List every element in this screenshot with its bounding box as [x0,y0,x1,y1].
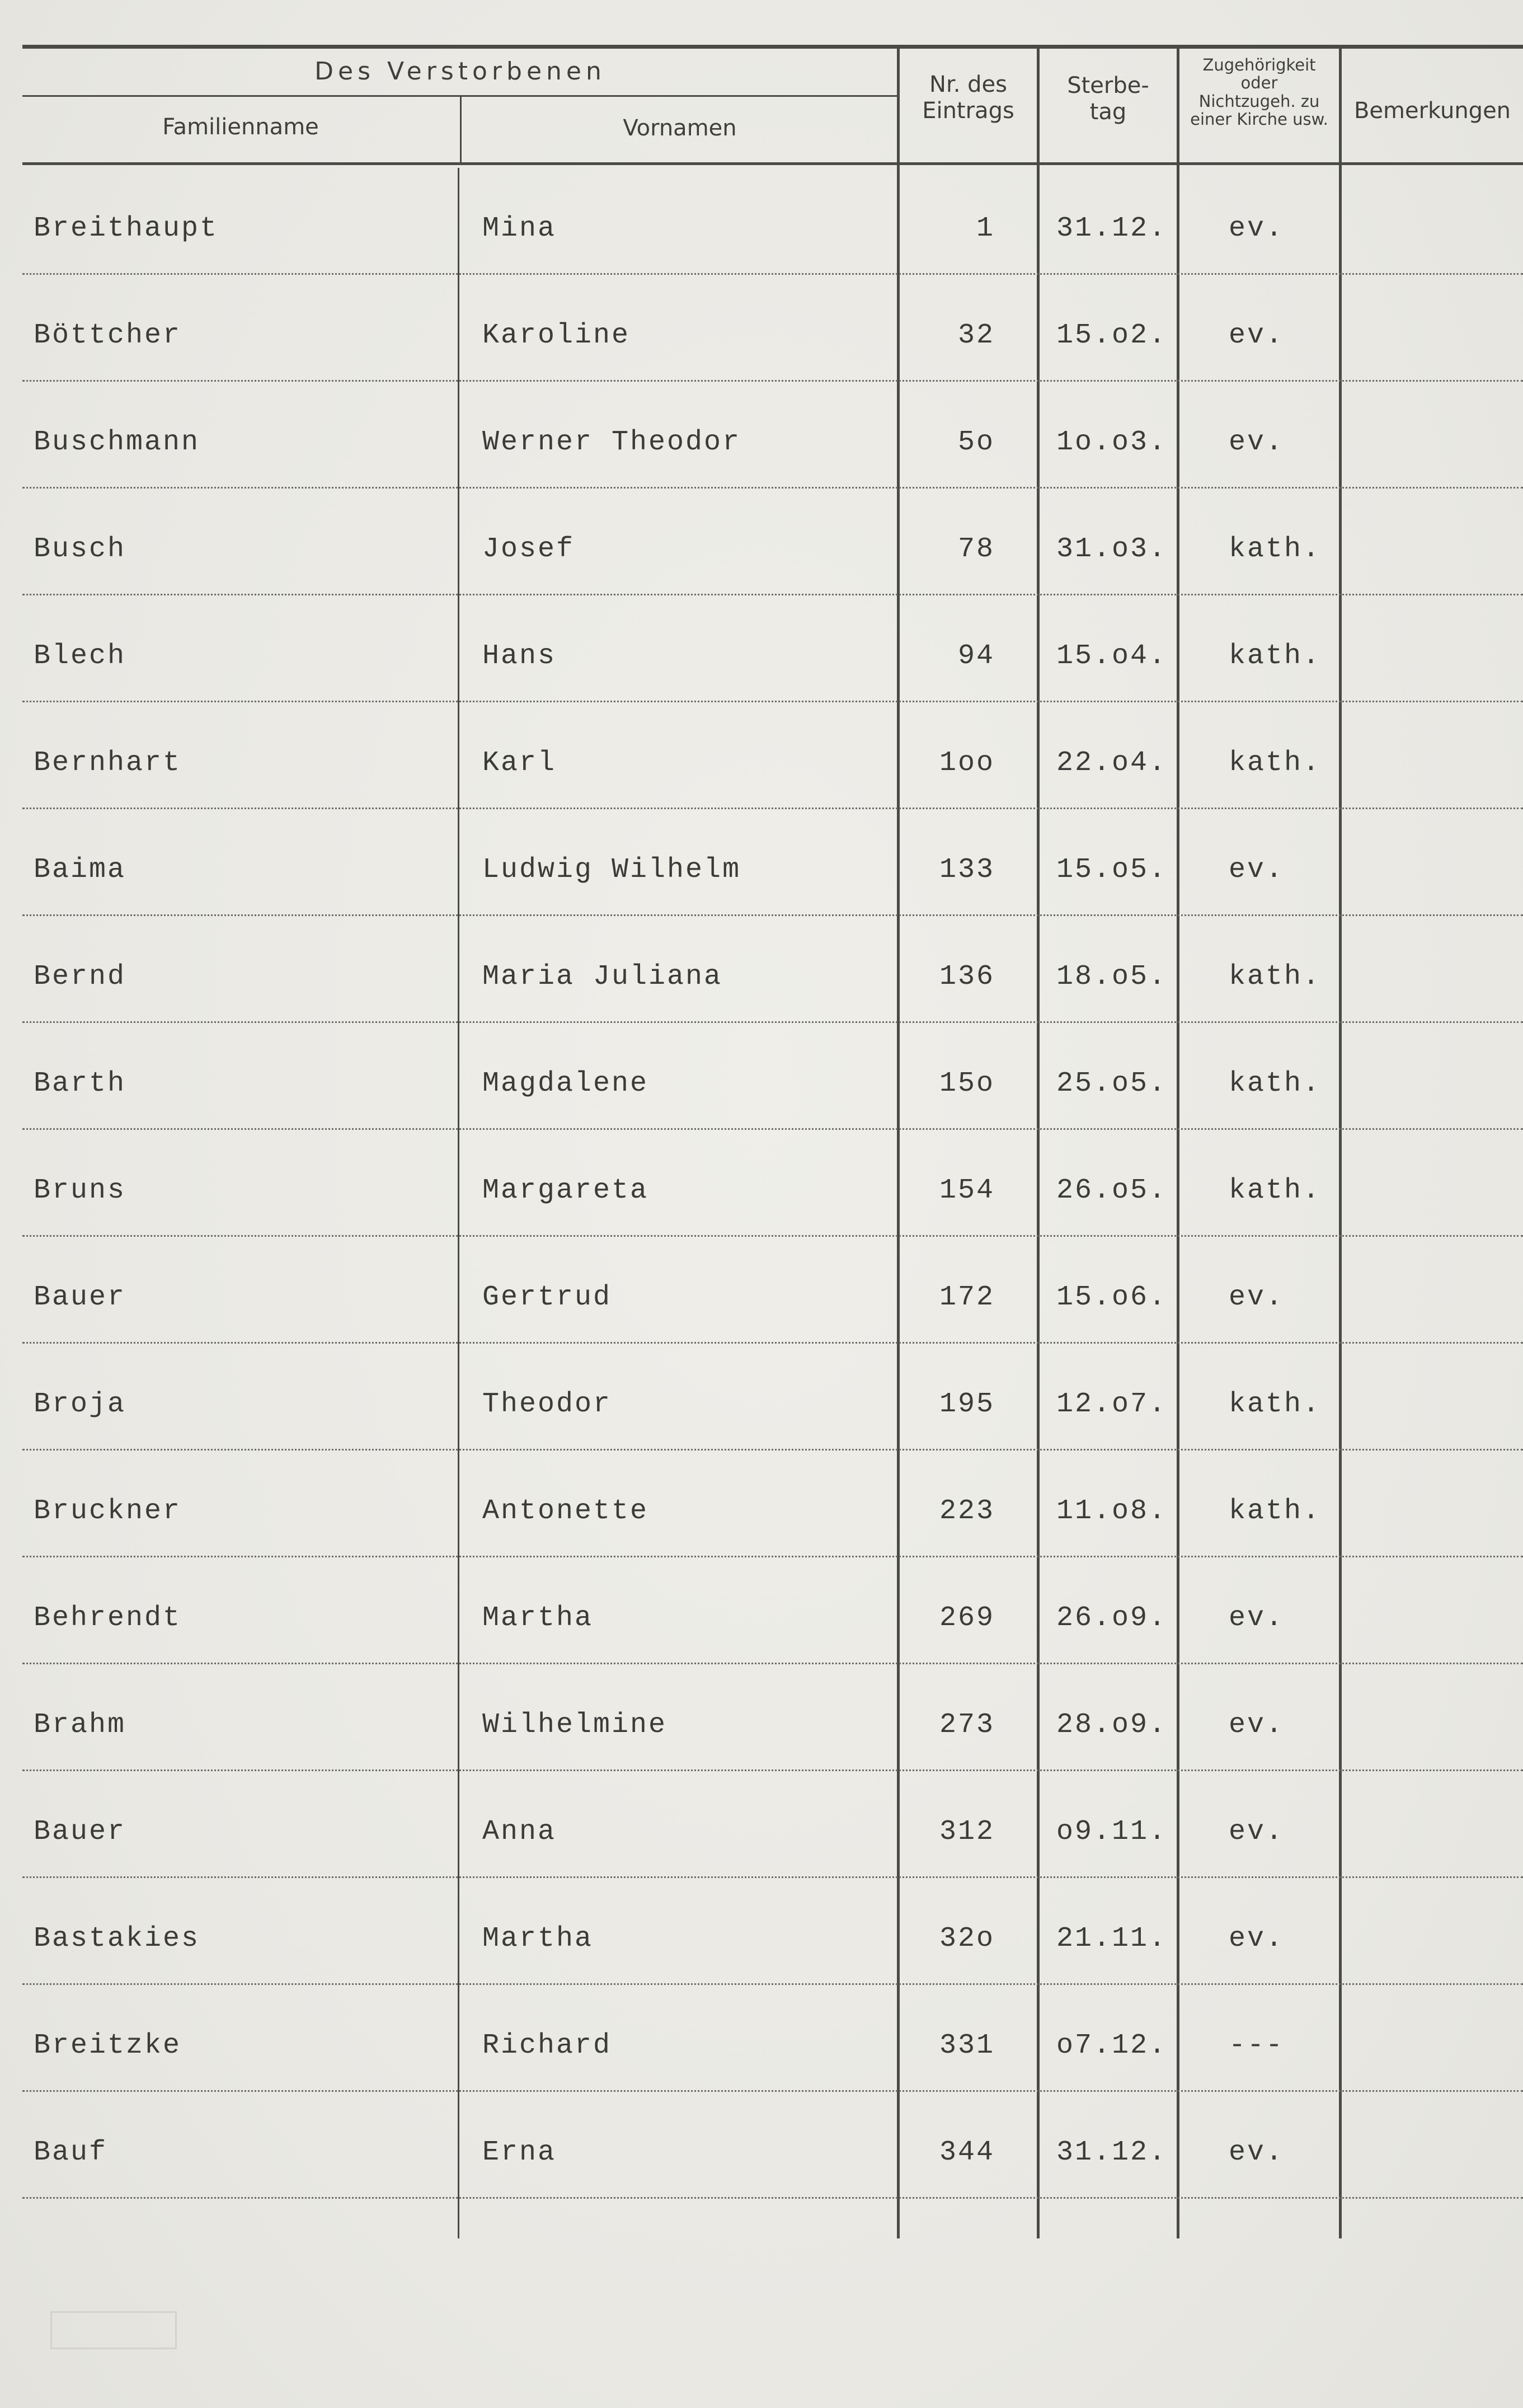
church-cell: ev. [1229,2137,1285,2168]
church-cell: kath. [1229,961,1322,993]
header-death-day-line2: tag [1089,99,1127,125]
top-rule [22,45,1523,49]
entry-number-cell: 273 [939,1709,995,1741]
church-cell: kath. [1229,1388,1322,1420]
death-date-cell: 25.o5. [1056,1068,1168,1100]
given-names-cell: Karoline [482,320,631,351]
entry-number-cell: 1oo [939,747,995,779]
entry-number-cell: 344 [939,2137,995,2168]
header-group-title: Des Verstorbenen [314,57,606,86]
death-date-cell: 31.o3. [1056,533,1168,565]
family-name-cell: Bauer [34,1816,126,1848]
divider-date-church [1177,48,1179,2238]
death-date-cell: 15.o6. [1056,1282,1168,1313]
church-cell: ev. [1229,854,1285,886]
given-names-cell: Martha [482,1602,594,1634]
row-separator [22,273,1523,275]
family-name-cell: Bauf [34,2137,108,2168]
row-separator [22,1663,1523,1664]
family-name-cell: Baima [34,854,126,886]
family-name-cell: Bruns [34,1175,126,1207]
entry-number-cell: 32o [939,1923,995,1955]
given-names-cell: Wilhelmine [482,1709,668,1741]
death-date-cell: 12.o7. [1056,1388,1168,1420]
death-date-cell: 26.o9. [1056,1602,1168,1634]
given-names-cell: Josef [482,533,575,565]
church-cell: ev. [1229,426,1285,458]
entry-number-cell: 78 [957,533,995,565]
row-separator [22,380,1523,382]
death-date-cell: 31.12. [1056,2137,1168,2168]
death-date-cell: 18.o5. [1056,961,1168,993]
family-name-cell: Blech [34,640,126,672]
death-date-cell: 11.o8. [1056,1495,1168,1527]
row-separator [22,1128,1523,1130]
entry-number-cell: 195 [939,1388,995,1420]
church-cell: ev. [1229,320,1285,351]
family-name-cell: Böttcher [34,320,182,351]
header-given-names: Vornamen [623,115,737,141]
death-date-cell: o9.11. [1056,1816,1168,1848]
given-names-cell: Magdalene [482,1068,649,1100]
given-names-cell: Hans [482,640,557,672]
church-cell: ev. [1229,1923,1285,1955]
death-date-cell: 15.o2. [1056,320,1168,351]
church-cell: ev. [1229,1602,1285,1634]
church-cell: kath. [1229,1495,1322,1527]
death-date-cell: 22.o4. [1056,747,1168,779]
death-date-cell: 15.o5. [1056,854,1168,886]
given-names-cell: Ludwig Wilhelm [482,854,741,886]
church-cell: ev. [1229,213,1285,245]
given-names-cell: Karl [482,747,557,779]
row-separator [22,1556,1523,1557]
divider-given-nr [897,48,900,2238]
church-cell: kath. [1229,533,1322,565]
divider-nr-date [1037,48,1040,2238]
entry-number-cell: 331 [939,2030,995,2062]
church-cell: kath. [1229,1175,1322,1207]
church-cell: ev. [1229,1709,1285,1741]
header-death-day [1040,73,1177,125]
family-name-cell: Brahm [34,1709,126,1741]
church-cell: kath. [1229,1068,1322,1100]
entry-number-cell: 136 [939,961,995,993]
given-names-cell: Erna [482,2137,557,2168]
church-cell: --- [1229,2030,1285,2062]
given-names-cell: Mina [482,213,557,245]
header-entry-no [900,72,1037,124]
row-separator [22,1235,1523,1237]
given-names-cell: Maria Juliana [482,961,723,993]
header-church-line1: Zugehörigkeit [1202,55,1316,74]
row-separator [22,2197,1523,2199]
family-name-cell: Buschmann [34,426,200,458]
family-name-cell: Broja [34,1388,126,1420]
entry-number-cell: 269 [939,1602,995,1634]
death-date-cell: 28.o9. [1056,1709,1168,1741]
entry-number-cell: 15o [939,1068,995,1100]
church-cell: kath. [1229,747,1322,779]
row-separator [22,701,1523,702]
given-names-cell: Werner Theodor [482,426,741,458]
header-entry-no-line1: Nr. des [929,72,1007,97]
row-separator [22,1449,1523,1451]
death-date-cell: 21.11. [1056,1923,1168,1955]
church-cell: kath. [1229,640,1322,672]
family-name-cell: Busch [34,533,126,565]
entry-number-cell: 5o [957,426,995,458]
family-name-cell: Behrendt [34,1602,182,1634]
family-name-cell: Bauer [34,1282,126,1313]
row-separator [22,1021,1523,1023]
entry-number-cell: 223 [939,1495,995,1527]
given-names-cell: Gertrud [482,1282,612,1313]
divider-church-remarks [1339,48,1342,2238]
row-separator [22,1983,1523,1985]
header-entry-no-line2: Eintrags [922,98,1014,124]
header-family-name: Familienname [162,114,319,140]
entry-number-cell: 94 [957,640,995,672]
row-separator [22,1876,1523,1878]
given-names-cell: Antonette [482,1495,649,1527]
row-separator [22,1342,1523,1344]
header-bottom-rule [22,162,1523,165]
row-separator [22,487,1523,489]
row-separator [22,2090,1523,2092]
given-names-cell: Theodor [482,1388,612,1420]
family-name-cell: Bruckner [34,1495,182,1527]
entry-number-cell: 172 [939,1282,995,1313]
header-remarks: Bemerkungen [1353,98,1511,124]
given-names-cell: Margareta [482,1175,649,1207]
divider-family-given [458,168,459,2238]
header-church-line4: einer Kirche usw. [1190,110,1328,129]
family-name-cell: Bastakies [34,1923,200,1955]
family-name-cell: Barth [34,1068,126,1100]
entry-number-cell: 312 [939,1816,995,1848]
header-church [1179,56,1339,129]
row-separator [22,594,1523,595]
header-church-line2: oder [1240,73,1278,93]
row-separator [22,1769,1523,1771]
given-names-cell: Anna [482,1816,557,1848]
death-date-cell: o7.12. [1056,2030,1168,2062]
row-separator [22,808,1523,809]
family-name-cell: Breithaupt [34,213,219,245]
family-name-cell: Bernd [34,961,126,993]
entry-number-cell: 154 [939,1175,995,1207]
church-cell: ev. [1229,1282,1285,1313]
death-date-cell: 15.o4. [1056,640,1168,672]
family-name-cell: Breitzke [34,2030,182,2062]
entry-number-cell: 32 [957,320,995,351]
entry-number-cell: 1 [976,213,995,245]
entry-number-cell: 133 [939,854,995,886]
death-date-cell: 1o.o3. [1056,426,1168,458]
church-cell: ev. [1229,1816,1285,1848]
family-name-cell: Bernhart [34,747,182,779]
given-names-cell: Richard [482,2030,612,2062]
death-date-cell: 26.o5. [1056,1175,1168,1207]
header-church-line3: Nichtzugeh. zu [1198,91,1320,111]
death-date-cell: 31.12. [1056,213,1168,245]
form-number-box [50,2311,177,2349]
given-names-cell: Martha [482,1923,594,1955]
header-death-day-line1: Sterbe- [1067,73,1149,98]
row-separator [22,914,1523,916]
